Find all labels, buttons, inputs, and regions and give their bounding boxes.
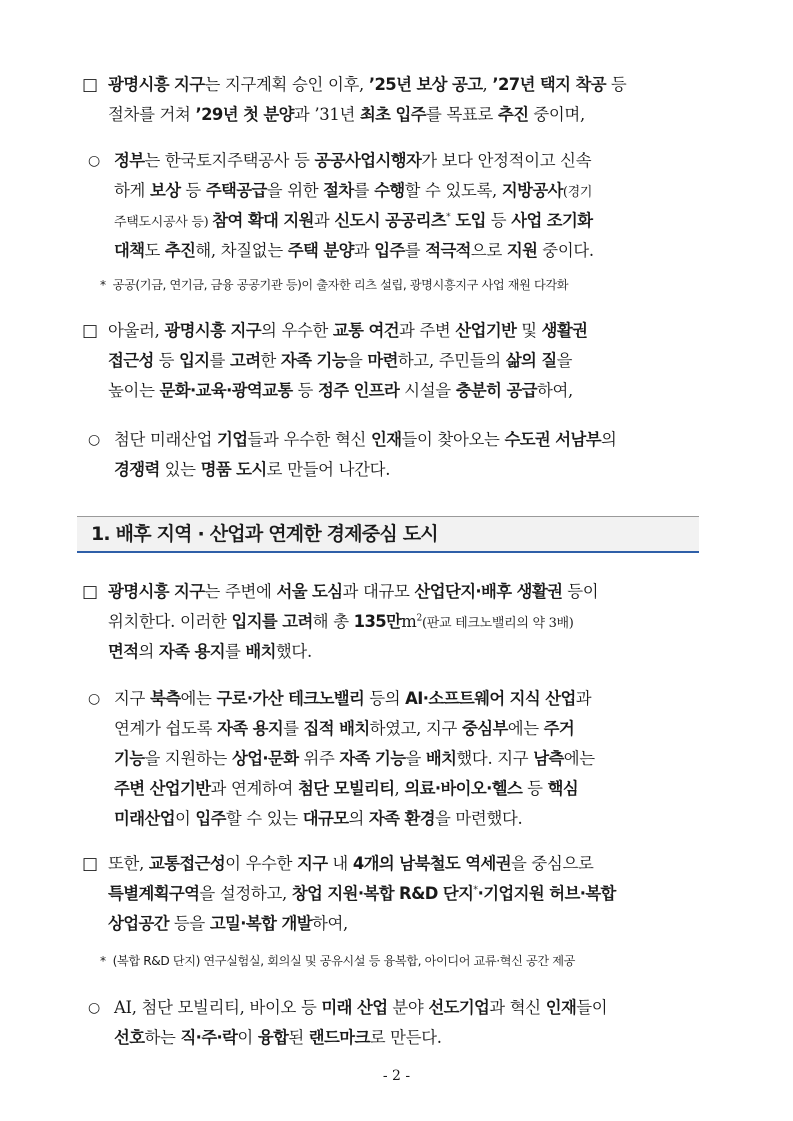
paragraph-line: 선호하는 직·주·락이 융합된 랜드마크로 만든다. — [114, 1028, 442, 1047]
paragraph-line: 특별계획구역을 설정하고, 창업 지원·복합 R&D 단지*·기업지원 허브·복합 — [108, 884, 616, 903]
footnote-1: * 공공(기금, 연기금, 금융 공공기관 등)이 출자한 리츠 설립, 광명시흥지구 사업 재원 다각화 — [100, 278, 569, 292]
section-heading — [77, 516, 699, 553]
note-marker: * — [100, 278, 106, 292]
paragraph-line: 접근성 등 입지를 고려한 자족 기능을 마련하고, 주민들의 삶의 질을 — [108, 351, 573, 370]
paragraph-4 — [88, 425, 728, 485]
paragraph-line: AI, 첨단 모빌리티, 바이오 등 미래 산업 분야 선도기업과 혁신 인재들이 — [114, 998, 608, 1017]
square-bullet: □ — [82, 321, 98, 341]
paragraph-line: 광명시흥 지구는 지구계획 승인 이후, ’25년 보상 공고, ’27년 택지 착공 등 — [108, 75, 627, 94]
paragraph-line: 면적의 자족 용지를 배치했다. — [108, 642, 312, 661]
paragraph-line: 아울러, 광명시흥 지구의 우수한 교통 여건과 주변 산업기반 및 생활권 — [108, 321, 588, 340]
paragraph-line: 주택도시공사 등) 참여 확대 지원과 신도시 공공리츠* 도입 등 사업 조기화 — [114, 211, 593, 230]
circle-bullet: ○ — [88, 153, 100, 169]
paragraph-5 — [82, 577, 722, 667]
paragraph-line: 기능을 지원하는 상업·문화 위주 자족 기능을 배치했다. 지구 남측에는 — [114, 749, 595, 768]
circle-bullet: ○ — [88, 432, 100, 448]
paragraph-line: 높이는 문화·교육·광역교통 등 정주 인프라 시설을 충분히 공급하여, — [108, 381, 573, 400]
note-marker: * — [100, 954, 106, 968]
paragraph-2 — [88, 146, 728, 266]
paragraph-3 — [82, 316, 722, 406]
footnote-2: * (복합 R&D 단지) 연구실험실, 회의실 및 공유시설 등 융복합, 아이디어 교류·혁신 공간 제공 — [100, 954, 575, 968]
paragraph-line: 또한, 교통접근성이 우수한 지구 내 4개의 남북철도 역세권을 중심으로 — [108, 854, 594, 873]
paragraph-1 — [82, 70, 722, 130]
paragraph-line: 상업공간 등을 고밀·복합 개발하여, — [108, 914, 348, 933]
square-bullet: □ — [82, 854, 98, 874]
paragraph-line: 연계가 쉽도록 자족 용지를 집적 배치하였고, 지구 중심부에는 주거 — [114, 719, 575, 738]
paragraph-line: 첨단 미래산업 기업들과 우수한 혁신 인재들이 찾아오는 수도권 서남부의 — [114, 430, 617, 449]
paragraph-line: 주변 산업기반과 연계하여 첨단 모빌리티, 의료·바이오·헬스 등 핵심 — [114, 779, 579, 798]
circle-bullet: ○ — [88, 1000, 100, 1016]
paragraph-6 — [88, 684, 728, 834]
section-title: 1. 배후 지역 · 산업과 연계한 경제중심 도시 — [91, 523, 438, 545]
paragraph-line: 미래산업이 입주할 수 있는 대규모의 자족 환경을 마련했다. — [114, 809, 523, 828]
paragraph-line: 지구 북측에는 구로·가산 테크노밸리 등의 AI·소프트웨어 지식 산업과 — [114, 689, 592, 708]
paragraph-8 — [88, 993, 728, 1053]
paragraph-line: 위치한다. 이러한 입지를 고려해 총 135만$m^2$(판교 테크노밸리의 약 3배) — [108, 612, 574, 631]
paragraph-7 — [82, 849, 722, 939]
paragraph-line: 대책도 추진해, 차질없는 주택 분양과 입주를 적극적으로 지원 중이다. — [114, 241, 594, 260]
circle-bullet: ○ — [88, 691, 100, 707]
page-number: - 2 - — [382, 1068, 411, 1084]
paragraph-line: 정부는 한국토지주택공사 등 공공사업시행자가 보다 안정적이고 신속 — [114, 151, 592, 170]
square-bullet: □ — [82, 582, 98, 602]
square-bullet: □ — [82, 75, 98, 95]
paragraph-line: 경쟁력 있는 명품 도시로 만들어 나간다. — [114, 460, 391, 479]
paragraph-line: 광명시흥 지구는 주변에 서울 도심과 대규모 산업단지·배후 생활권 등이 — [108, 582, 599, 601]
paragraph-line: 절차를 거쳐 ’29년 첫 분양과 ’31년 최초 입주를 목표로 추진 중이며, — [108, 105, 585, 124]
paragraph-line: 하게 보상 등 주택공급을 위한 절차를 수행할 수 있도록, 지방공사(경기 — [114, 181, 593, 200]
